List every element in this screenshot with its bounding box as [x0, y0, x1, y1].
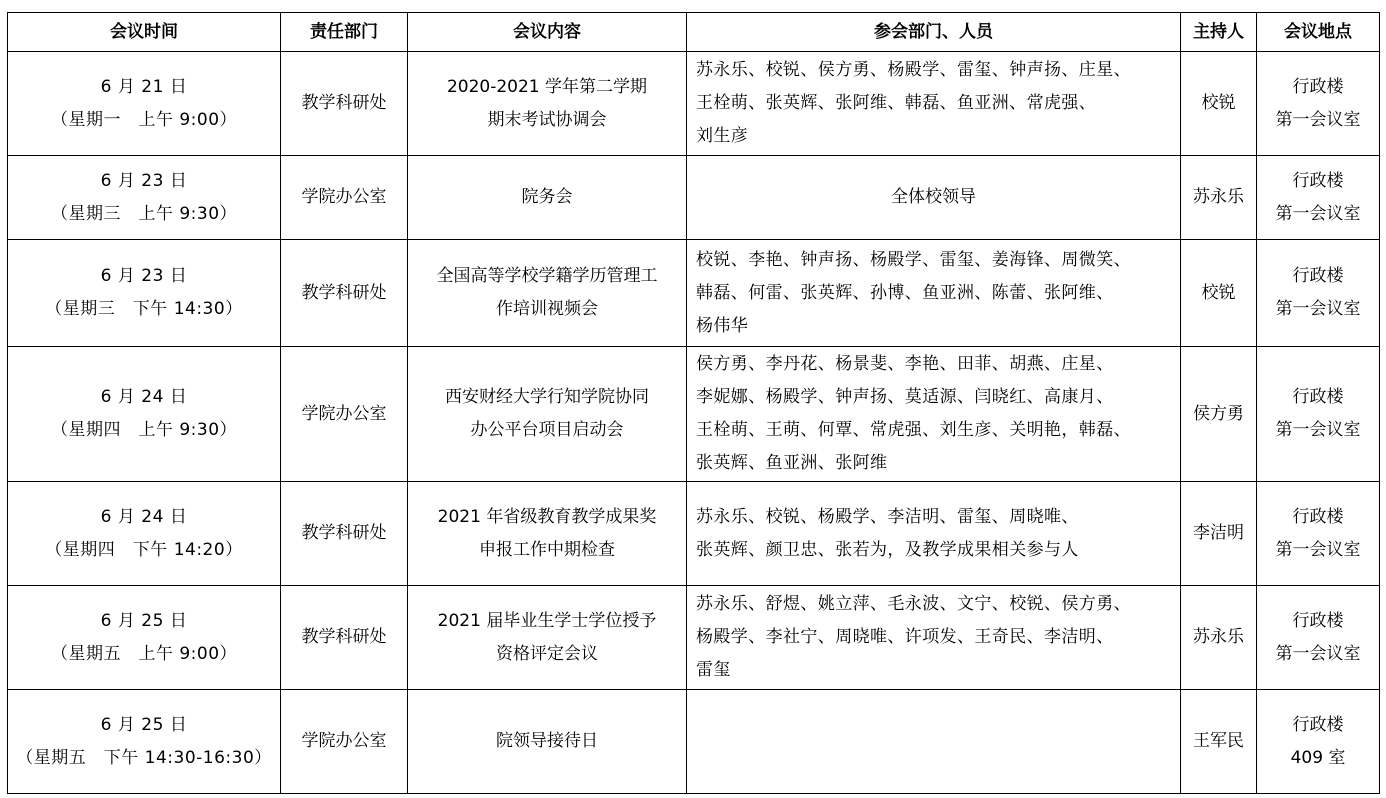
location-cell [1257, 586, 1380, 690]
meeting-date: 6 月 24 日 [100, 506, 188, 527]
table-row [8, 156, 1380, 240]
location-building: 行政楼 [1292, 170, 1344, 191]
header-content: 会议内容 [408, 13, 687, 52]
location-room: 第一会议室 [1275, 299, 1361, 319]
attendees-line: 杨伟华 [696, 315, 749, 336]
table-row [8, 52, 1380, 156]
host-cell: 校锐 [1181, 240, 1257, 347]
location-cell [1257, 482, 1380, 586]
header-attendees: 参会部门、人员 [687, 13, 1181, 52]
location-building: 行政楼 [1292, 387, 1344, 407]
meeting-time-cell [8, 586, 281, 690]
header-location: 会议地点 [1257, 13, 1380, 52]
location-room: 409 室 [1290, 747, 1346, 768]
attendees-line: 杨殿学、李社宁、周晓唯、许项发、王奇民、李洁明、 [696, 627, 1114, 647]
location-building: 行政楼 [1292, 714, 1344, 735]
table-row [8, 240, 1380, 347]
attendees-line: 王栓萌、张英辉、张阿维、韩磊、鱼亚洲、常虎强、 [696, 93, 1097, 113]
attendees-cell [687, 586, 1181, 690]
attendees-cell [687, 690, 1181, 794]
content-line: 2021 年省级教育教学成果奖 [437, 506, 657, 527]
content-cell [408, 482, 687, 586]
table-row [8, 347, 1380, 482]
table-row [8, 690, 1380, 794]
header-department: 责任部门 [281, 13, 408, 52]
meeting-time-cell [8, 482, 281, 586]
content-line: 2021 届毕业生学士学位授予 [437, 610, 657, 631]
meeting-weekday-time: （星期三 上午 9:30） [50, 203, 238, 224]
department-cell: 教学科研处 [281, 586, 408, 690]
department-cell: 教学科研处 [281, 482, 408, 586]
content-cell [408, 690, 687, 794]
location-room: 第一会议室 [1275, 203, 1361, 224]
host-cell: 苏永乐 [1181, 156, 1257, 240]
location-room: 第一会议室 [1275, 420, 1361, 440]
host-cell: 李洁明 [1181, 482, 1257, 586]
content-cell [408, 52, 687, 156]
location-building: 行政楼 [1292, 610, 1344, 631]
location-cell [1257, 347, 1380, 482]
content-cell [408, 586, 687, 690]
attendees-cell [687, 347, 1181, 482]
content-cell [408, 156, 687, 240]
meeting-time-cell [8, 347, 281, 482]
meeting-weekday-time: （星期一 上午 9:00） [50, 109, 238, 130]
location-cell [1257, 240, 1380, 347]
meeting-date: 6 月 23 日 [100, 266, 188, 286]
attendees-line: 苏永乐、校锐、杨殿学、李洁明、雷玺、周晓唯、 [696, 506, 1079, 527]
department-cell: 学院办公室 [281, 690, 408, 794]
meeting-schedule-table [7, 12, 1380, 794]
content-line: 申报工作中期检查 [479, 539, 615, 560]
table-row [8, 482, 1380, 586]
location-cell [1257, 52, 1380, 156]
meeting-date: 6 月 21 日 [100, 76, 188, 97]
attendees-line: 雷玺 [696, 660, 731, 680]
content-line: 2020-2021 学年第二学期 [446, 76, 648, 97]
location-building: 行政楼 [1292, 266, 1344, 286]
content-line: 院务会 [521, 187, 573, 207]
content-cell [408, 240, 687, 347]
meeting-time-cell [8, 690, 281, 794]
location-building: 行政楼 [1292, 76, 1344, 97]
attendees-line: 张英辉、鱼亚洲、张阿维 [696, 453, 888, 473]
content-line: 资格评定会议 [496, 643, 598, 664]
content-line: 作培训视频会 [496, 299, 598, 319]
attendees-line: 李妮娜、杨殿学、钟声扬、莫适源、闫晓红、高康月、 [696, 387, 1114, 407]
table-row [8, 586, 1380, 690]
meeting-weekday-time: （星期五 下午 14:30-16:30） [16, 747, 272, 768]
header-meeting-time: 会议时间 [8, 13, 281, 52]
department-cell: 学院办公室 [281, 156, 408, 240]
location-cell [1257, 156, 1380, 240]
meeting-time-cell [8, 156, 281, 240]
attendees-cell: 全体校领导 [687, 156, 1181, 240]
attendees-line: 苏永乐、校锐、侯方勇、杨殿学、雷玺、钟声扬、庄星、 [696, 60, 1131, 80]
department-cell: 学院办公室 [281, 347, 408, 482]
meeting-weekday-time: （星期五 上午 9:00） [50, 643, 238, 664]
attendees-line: 张英辉、颜卫忠、张若为，及教学成果相关参与人 [696, 539, 1079, 560]
attendees-cell [687, 240, 1181, 347]
department-cell: 教学科研处 [281, 240, 408, 347]
content-line: 期末考试协调会 [487, 109, 607, 130]
meeting-date: 6 月 23 日 [100, 170, 188, 191]
meeting-weekday-time: （星期四 下午 14:20） [45, 539, 243, 560]
content-line: 全国高等学校学籍学历管理工 [436, 266, 658, 286]
attendees-line: 校锐、李艳、钟声扬、杨殿学、雷玺、姜海锋、周微笑、 [696, 249, 1131, 270]
content-cell [408, 347, 687, 482]
location-room: 第一会议室 [1275, 539, 1361, 560]
meeting-date: 6 月 25 日 [100, 714, 188, 735]
content-line: 办公平台项目启动会 [470, 420, 624, 440]
content-line: 西安财经大学行知学院协同 [445, 387, 649, 407]
meeting-date: 6 月 25 日 [100, 610, 188, 631]
attendees-line: 苏永乐、舒煜、姚立萍、毛永波、文宁、校锐、侯方勇、 [696, 594, 1131, 614]
attendees-line: 刘生彦 [696, 126, 749, 146]
department-cell: 教学科研处 [281, 52, 408, 156]
header-row [8, 13, 1380, 52]
location-cell [1257, 690, 1380, 794]
host-cell: 校锐 [1181, 52, 1257, 156]
header-host: 主持人 [1181, 13, 1257, 52]
meeting-weekday-time: （星期三 下午 14:30） [45, 299, 243, 319]
content-line: 院领导接待日 [496, 731, 598, 751]
location-room: 第一会议室 [1275, 109, 1361, 130]
location-building: 行政楼 [1292, 506, 1344, 527]
attendees-line: 韩磊、何雷、张英辉、孙博、鱼亚洲、陈蕾、张阿维、 [696, 282, 1114, 303]
location-room: 第一会议室 [1275, 643, 1361, 664]
host-cell: 王军民 [1181, 690, 1257, 794]
host-cell: 侯方勇 [1181, 347, 1257, 482]
meeting-time-cell [8, 240, 281, 347]
attendees-cell [687, 482, 1181, 586]
attendees-line: 侯方勇、李丹花、杨景斐、李艳、田菲、胡燕、庄星、 [696, 354, 1114, 374]
meeting-weekday-time: （星期四 上午 9:30） [50, 420, 238, 440]
attendees-cell [687, 52, 1181, 156]
host-cell: 苏永乐 [1181, 586, 1257, 690]
meeting-date: 6 月 24 日 [100, 387, 188, 407]
meeting-time-cell [8, 52, 281, 156]
attendees-line: 王栓萌、王萌、何覃、常虎强、刘生彦、关明艳，韩磊、 [696, 420, 1131, 440]
